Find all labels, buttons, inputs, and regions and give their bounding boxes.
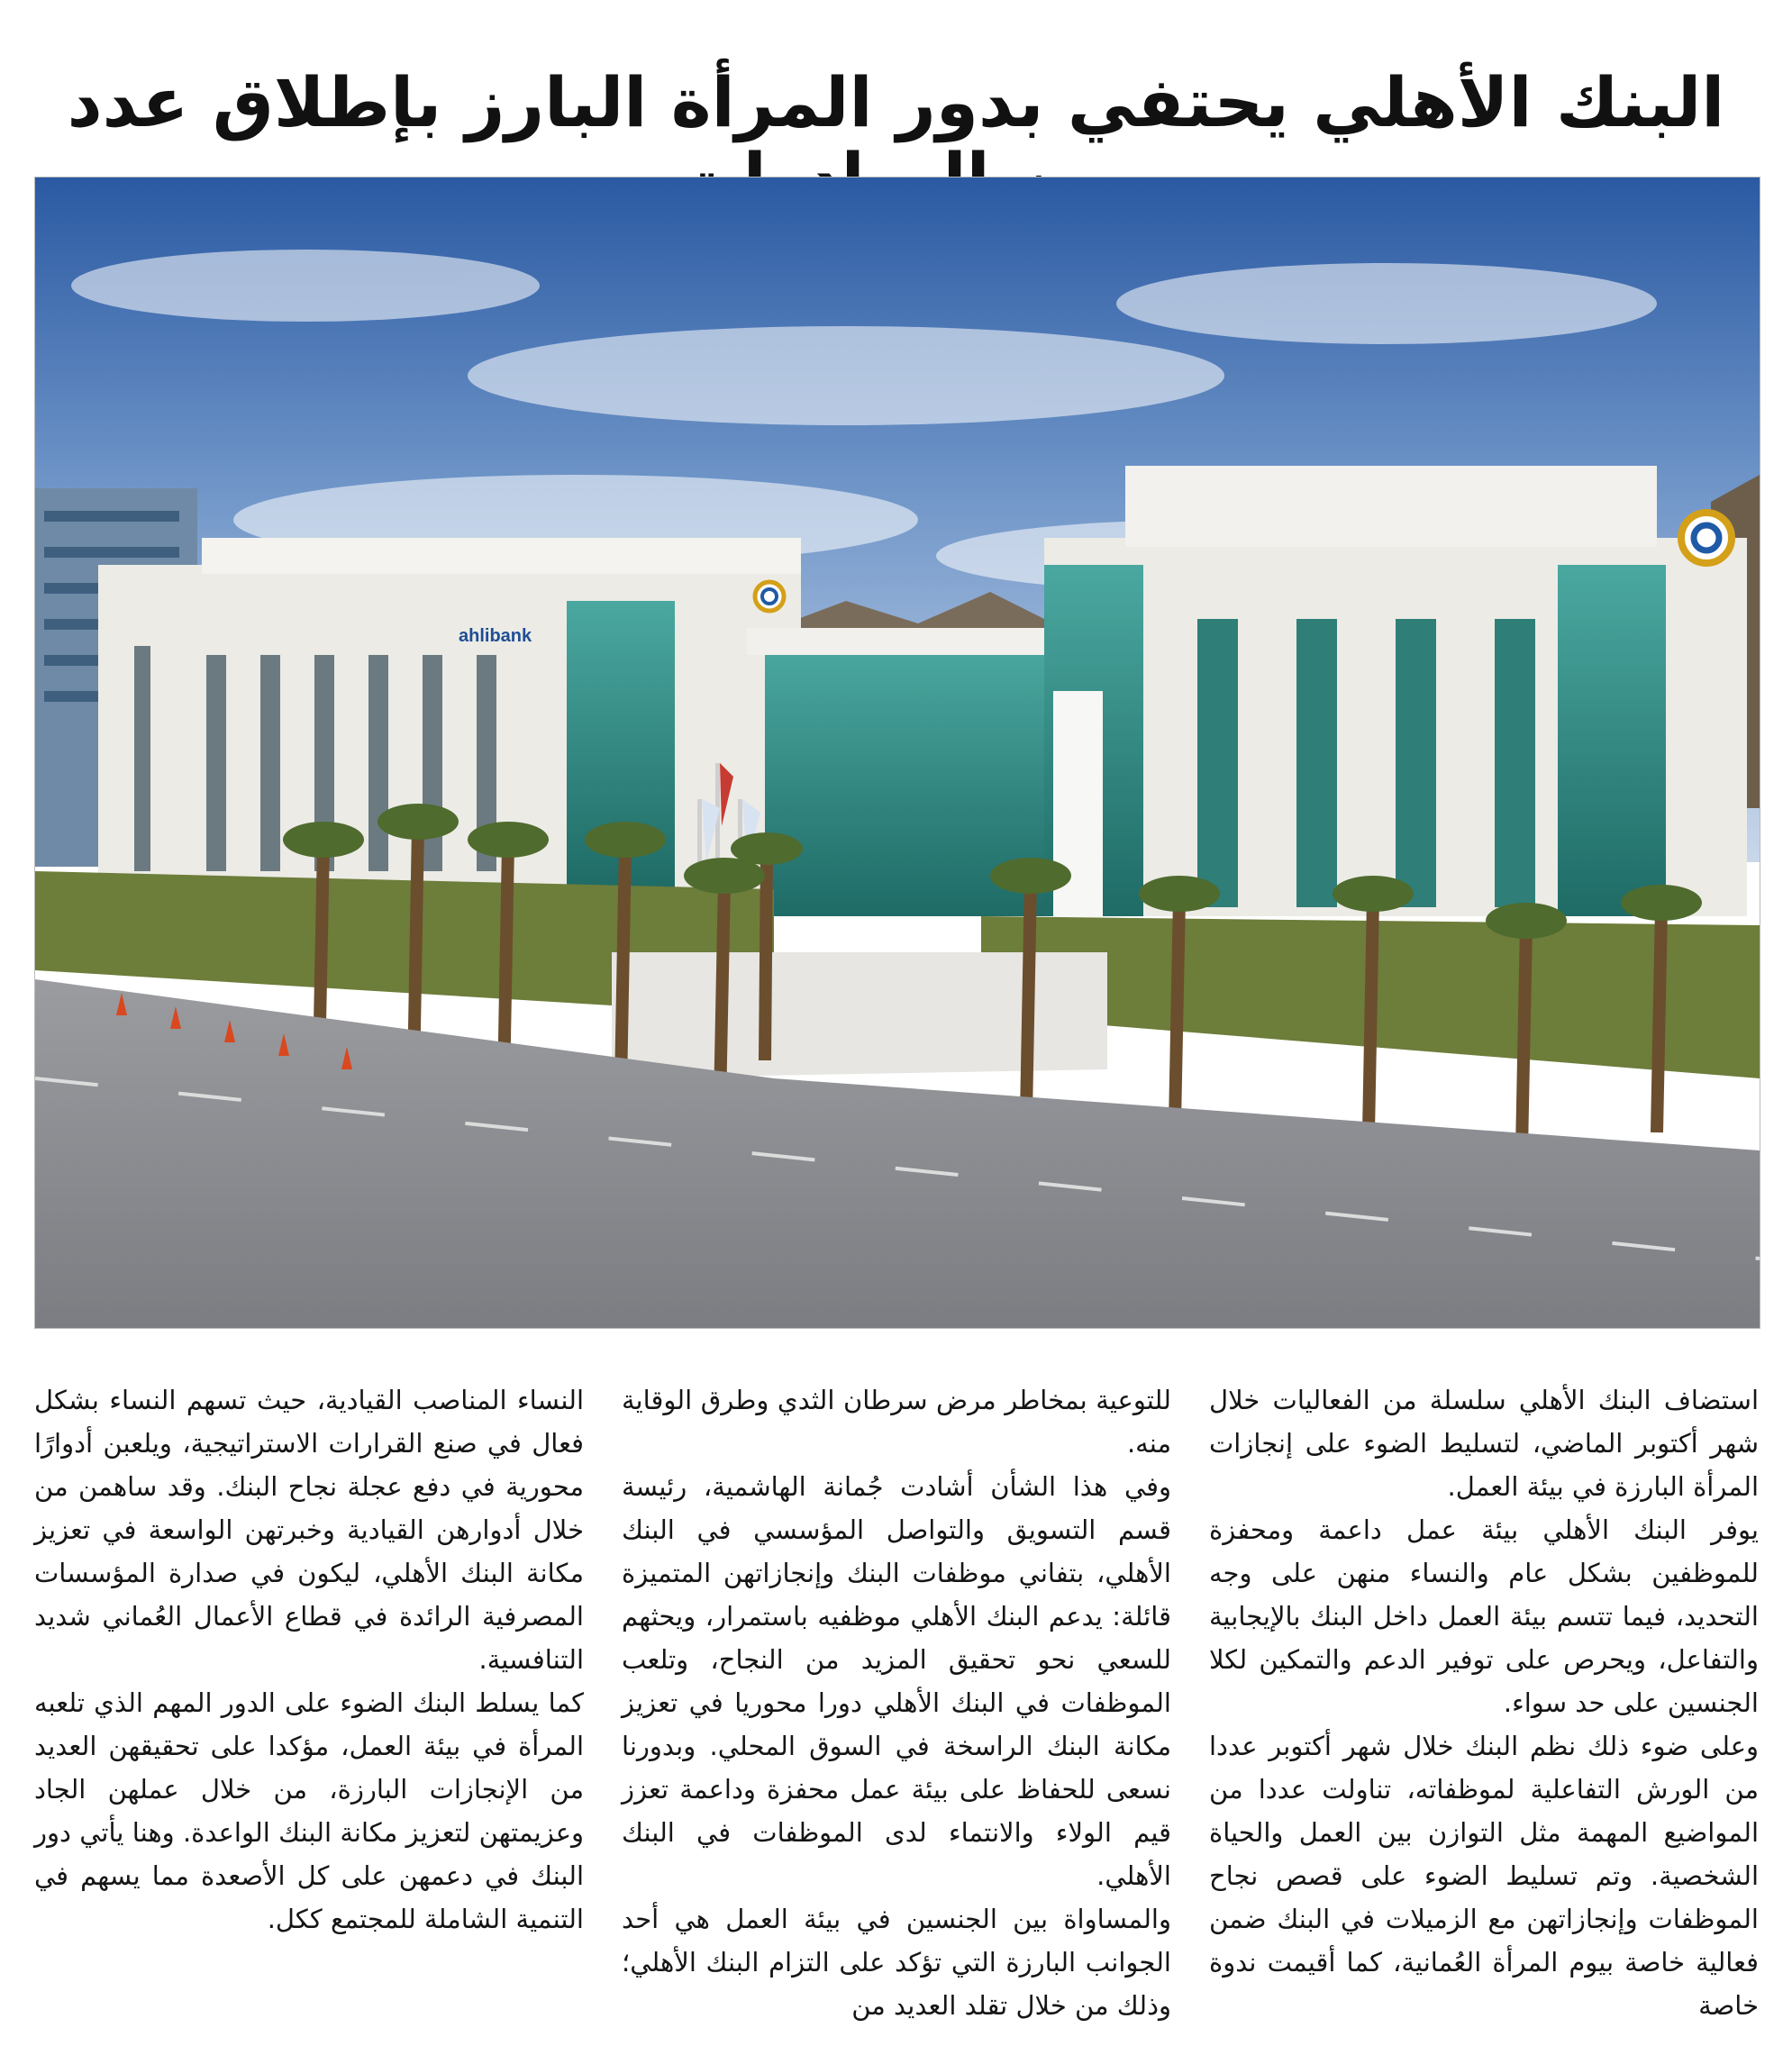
article-column-2 — [622, 1378, 1171, 2036]
paragraph: استضاف البنك الأهلي سلسلة من الفعاليات خلال شهر أكتوبر الماضي، لتسليط الضوء على إنجازات المرأة البارزة في بيئة العمل. — [1209, 1385, 1759, 1502]
paragraph: كما يسلط البنك الضوء على الدور المهم الذي تلعبه المرأة في بيئة العمل، مؤكدا على تحقيقهن العديد من الإنجازات البارزة، من خلال عملهن الجاد وعزيمتهن لتعزيز مكانة البنك الواعدة. وهنا يأتي دور البنك في دعمهن على كل الأصعدة مما يسهم في التنمية الشاملة للمجتمع ككل. — [34, 1687, 584, 1934]
paragraph: النساء المناصب القيادية، حيث تسهم النساء بشكل فعال في صنع القرارات الاستراتيجية، ويلعبن أدوارًا محورية في دفع عجلة نجاح البنك. وقد ساهمن من خلال أدوارهن القيادية وخبرتهن الواسعة في تعزيز مكانة البنك الأهلي، ليكون في صدارة المؤسسات المصرفية الرائدة في قطاع الأعمال العُماني شديد التنافسية. — [34, 1385, 584, 1675]
paragraph: يوفر البنك الأهلي بيئة عمل داعمة ومحفزة للموظفين بشكل عام والنساء منهن على وجه التحديد، فيما تتسم بيئة العمل داخل البنك بالإيجابية والتفاعل، ويحرص على توفير الدعم والتمكين لكلا الجنسين على حد سواء. — [1209, 1514, 1759, 1718]
bank-building-photo — [34, 177, 1760, 1329]
building-sign: ahlibank — [459, 626, 532, 646]
article-column-3 — [34, 1378, 584, 2036]
paragraph: للتوعية بمخاطر مرض سرطان الثدي وطرق الوقاية منه. — [622, 1385, 1171, 1459]
article-column-1 — [1209, 1378, 1759, 2036]
paragraph: وفي هذا الشأن أشادت جُمانة الهاشمية، رئيسة قسم التسويق والتواصل المؤسسي في البنك الأهلي، بتفاني موظفات البنك وإنجازاتهن المتميزة قائلة: يدعم البنك الأهلي موظفيه باستمرار، ويحثهم للسعي نحو تحقيق المزيد من النجاح، وتلعب الموظفات في البنك الأهلي دورا محوريا في تعزيز مكانة البنك الراسخة في السوق المحلي. وبدورنا نسعى للحفاظ على بيئة عمل محفزة وداعمة تعزز قيم الولاء والانتماء لدى الموظفات في البنك الأهلي. — [622, 1471, 1171, 1891]
headline: البنك الأهلي يحتفي بدور المرأة البارز بإطلاق عدد — [67, 62, 1725, 143]
article-columns — [34, 1378, 1759, 2036]
paragraph: والمساواة بين الجنسين في بيئة العمل هي أحد الجوانب البارزة التي تؤكد على التزام البنك الأهلي؛ وذلك من خلال تقلد العديد من — [622, 1904, 1171, 2021]
paragraph: وعلى ضوء ذلك نظم البنك خلال شهر أكتوبر عددا من الورش التفاعلية لموظفاته، تناولت عددا من المواضيع المهمة مثل التوازن بين العمل والحياة الشخصية. وتم تسليط الضوء على قصص نجاح الموظفات وإنجازاتهن مع الزميلات في البنك ضمن فعالية خاصة بيوم المرأة العُمانية، كما أقيمت ندوة خاصة — [1209, 1731, 1759, 2021]
